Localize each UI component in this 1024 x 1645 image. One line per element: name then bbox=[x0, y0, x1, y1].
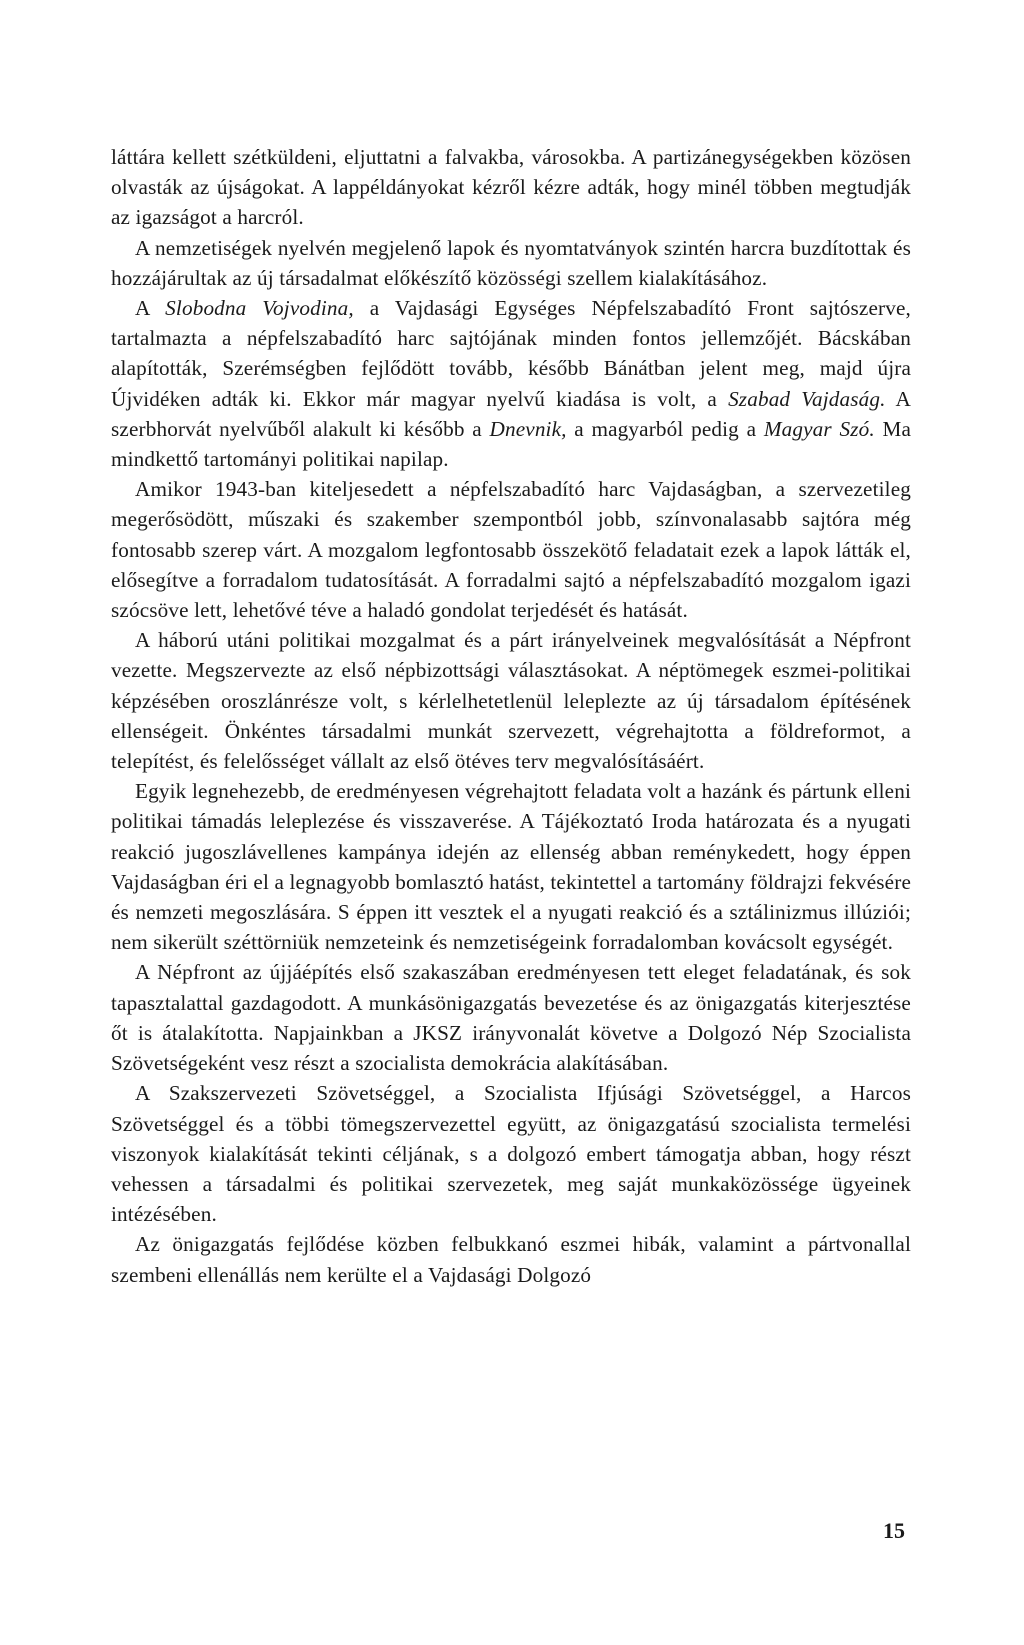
text-run: A Népfront az újjáépítés első szakaszában eredményesen tett eleget feladatának, és sok tapasztalattal gazdagodott. A munkásönigazgatás bevezetése és az önigazgatás kiterjesztése őt is átalakította. Napjainkban a JKSZ irányvonalát követve a Dolgozó Nép Szocialista Szövetségeként vesz részt a szocialista demokrácia alakításában. bbox=[111, 960, 911, 1076]
paragraph bbox=[111, 776, 911, 957]
text-run: A háború utáni politikai mozgalmat és a párt irányelveinek megvalósítását a Népfront vezette. Megszervezte az első népbizottsági választásokat. A néptömegek eszmei-politikai képzésében oroszlánrésze volt, s kérlelhetetlenül leleplezte az új társadalom építésének ellenségeit. Önkéntes társadalmi munkát szervezett, végrehajtotta a földreformot, a telepítést, és felelősséget vállalt az első ötéves terv megvalósításáért. bbox=[111, 628, 911, 774]
italic-title: Slobodna Vojvodina, bbox=[165, 296, 354, 321]
text-run: a magyarból pedig a bbox=[566, 416, 764, 441]
text-run: láttára kellett szétküldeni, eljuttatni a falvakba, városokba. A partizánegységekben közösen olvasták az újságokat. A lappéldányokat kézről kézre adták, hogy minél többen megtudják az igazságot a harcról. bbox=[111, 145, 911, 230]
paragraph bbox=[111, 293, 911, 474]
text-run: A nemzetiségek nyelvén megjelenő lapok és nyomtatványok szintén harcra buzdítottak és hozzájárultak az új társadalmat előkészítő közösségi szellem kialakításához. bbox=[111, 235, 911, 290]
paragraph bbox=[111, 1229, 911, 1289]
paragraph bbox=[111, 233, 911, 293]
italic-title: Magyar Szó. bbox=[763, 416, 875, 441]
paragraph bbox=[111, 1078, 911, 1229]
text-run: Az önigazgatás fejlődése közben felbukkanó eszmei hibák, valamint a pártvonallal szembeni ellenállás nem kerülte el a Vajdasági Dolgozó bbox=[111, 1232, 911, 1287]
paragraph bbox=[111, 625, 911, 776]
text-run: A szerbhorvát nyelvűből alakult ki később a bbox=[111, 386, 912, 441]
text-run: A bbox=[135, 296, 166, 321]
paragraph bbox=[111, 142, 911, 233]
text-run: Amikor 1943-ban kiteljesedett a népfelszabadító harc Vajdaságban, a szervezetileg megerősödött, műszaki és szakember szempontból jobb, színvonalasabb sajtóra még fontosabb szerep várt. A mozgalom legfontosabb összekötő feladatait ezek a lapok látták el, elősegítve a forradalom tudatosítását. A forradalmi sajtó a népfelszabadító mozgalom igazi szócsöve lett, lehetővé téve a haladó gondolat terjedését és hatását. bbox=[111, 477, 911, 623]
paragraph bbox=[111, 474, 911, 625]
text-run: a Vajdasági Egységes Népfelszabadító Front sajtószerve, tartalmazta a népfelszabadító harc sajtójának minden fontos jellemzőjét. Bácskában alapították, Szerémségben fejlődött tovább, később Bánátban jelent meg, majd újra Újvidéken adták ki. Ekkor már magyar nyelvű kiadása is volt, a bbox=[111, 296, 911, 411]
text-run: A Szakszervezeti Szövetséggel, a Szocialista Ifjúsági Szövetséggel, a Harcos Szövetséggel és a többi tömegszervezettel együtt, az önigazgatású szocialista termelési viszonyok kialakítását tekinti céljának, s a dolgozó embert támogatja abban, hogy részt vehessen a társadalmi és politikai szervezetek, meg saját munkaközössége ügyeinek intézésében. bbox=[111, 1081, 911, 1227]
paragraph bbox=[111, 957, 911, 1078]
italic-title: Szabad Vajdaság. bbox=[728, 386, 886, 411]
italic-title: Dnevnik, bbox=[489, 416, 567, 441]
text-run: Ma mindkettő tartományi politikai napilap. bbox=[111, 416, 912, 472]
page-number: 15 bbox=[883, 1518, 905, 1543]
text-run: Egyik legnehezebb, de eredményesen végrehajtott feladata volt a hazánk és pártunk elleni politikai támadás leleplezése és visszaverése. A Tájékoztató Iroda határozata és a nyugati reakció jugoszlávellenes kampánya idején az ellenség abban reménykedett, hogy éppen Vajdaságban éri el a legnagyobb bomlasztó hatást, tekintettel a tartomány földrajzi fekvésére és nemzeti megoszlására. S éppen itt vesztek el a nyugati reakció és a sztálinizmus illúziói; nem sikerült széttörniük nemzeteink és nemzetiségeink forradalomban kovácsolt egységét. bbox=[111, 779, 911, 955]
page-body bbox=[111, 142, 911, 1290]
